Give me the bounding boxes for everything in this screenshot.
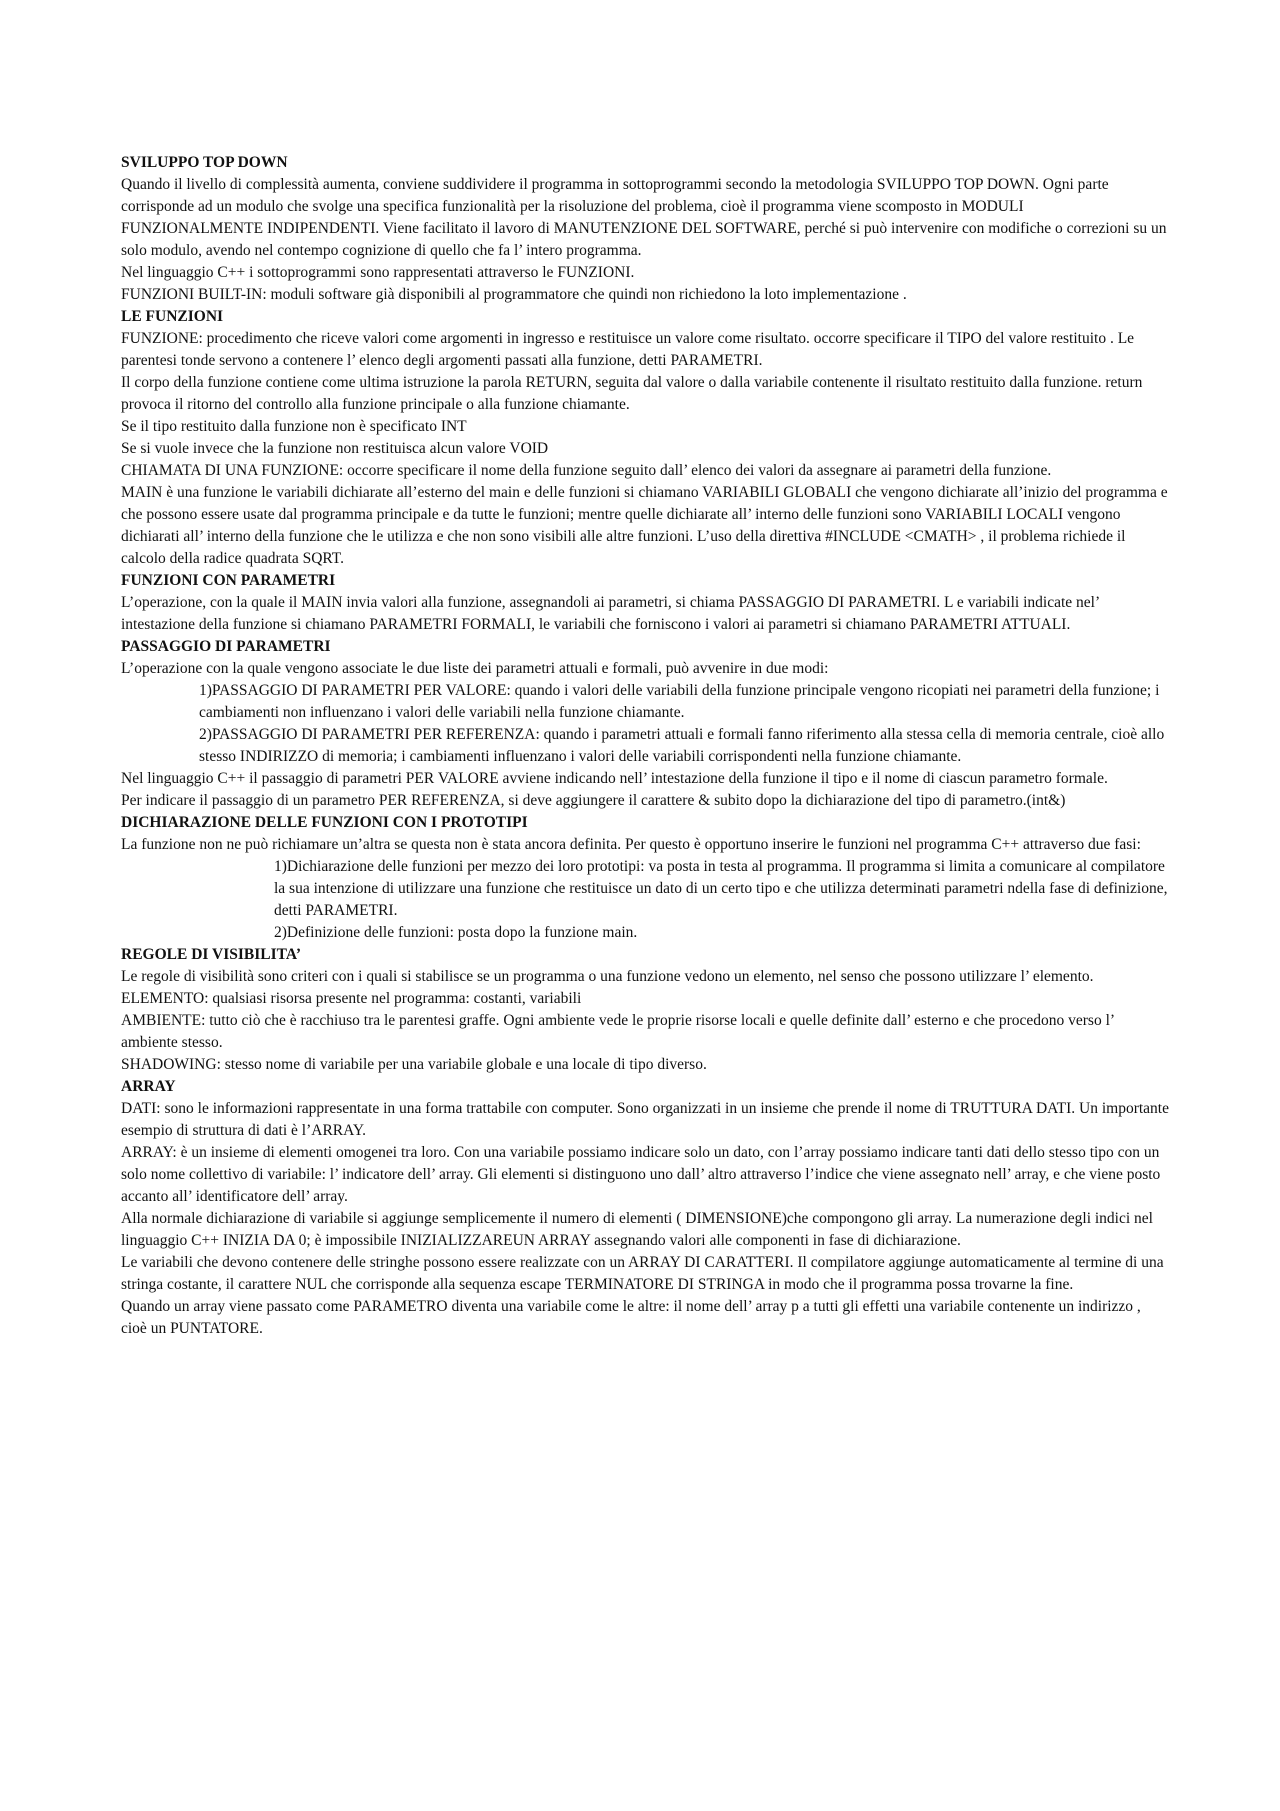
list-item: 1)Dichiarazione delle funzioni per mezzo dei loro prototipi: va posta in testa al programma. Il programma si limita a comunicare al compilatore la sua intenzione di utilizzare una funzione che restituisce un dato di un certo tipo e che utilizza determinati parametri ndella fase di definizione, detti PARAMETRI. xyxy=(274,858,1168,919)
section-heading-dichiarazione-prototipi: DICHIARAZIONE DELLE FUNZIONI CON I PROTOTIPI xyxy=(121,814,528,831)
list-item: 2)Definizione delle funzioni: posta dopo la funzione main. xyxy=(274,924,638,941)
paragraph: L’operazione con la quale vengono associate le due liste dei parametri attuali e formali, può avvenire in due modi: xyxy=(121,660,829,677)
paragraph: Nel linguaggio C++ il passaggio di parametri PER VALORE avviene indicando nell’ intestazione della funzione il tipo e il nome di ciascun parametro formale. xyxy=(121,770,1108,787)
paragraph: La funzione non ne può richiamare un’altra se questa non è stata ancora definita. Per questo è opportuno inserire le funzioni nel programma C++ attraverso due fasi: xyxy=(121,836,1141,853)
paragraph: Alla normale dichiarazione di variabile si aggiunge semplicemente il numero di elementi ( DIMENSIONE)che compongono gli array. La numerazione degli indici nel linguaggio C++ INIZIA DA 0; è impossibile INIZIALIZZAREUN ARRAY assegnando valori alle componenti in fase di dichiarazione. xyxy=(121,1210,1153,1249)
section-heading-funzioni-con-parametri: FUNZIONI CON PARAMETRI xyxy=(121,572,336,589)
paragraph: FUNZIONI BUILT-IN: moduli software già disponibili al programmatore che quindi non richiedono la loto implementazione . xyxy=(121,286,907,303)
section-heading-le-funzioni: LE FUNZIONI xyxy=(121,308,224,325)
section-heading-regole-di-visibilita: REGOLE DI VISIBILITA’ xyxy=(121,946,302,963)
section-heading-sviluppo-top-down: SVILUPPO TOP DOWN xyxy=(121,154,288,171)
paragraph: Quando il livello di complessità aumenta, conviene suddividere il programma in sottoprogrammi secondo la metodologia SVILUPPO TOP DOWN. Ogni parte corrisponde ad un modulo che svolge una specifica funzionalità per la risoluzione del problema, cioè il programma viene scomposto in MODULI FUNZIONALMENTE INDIPENDENTI. Viene facilitato il lavoro di MANUTENZIONE DEL SOFTWARE, perché si può intervenire con modifiche o correzioni su un solo modulo, avendo nel contempo cognizione di quello che fa l’ intero programma. xyxy=(121,176,1167,259)
paragraph: DATI: sono le informazioni rappresentate in una forma trattabile con computer. Sono organizzati in un insieme che prende il nome di TRUTTURA DATI. Un importante esempio di struttura di dati è l’ARRAY. xyxy=(121,1100,1169,1139)
paragraph: Se si vuole invece che la funzione non restituisca alcun valore VOID xyxy=(121,440,549,457)
paragraph: ARRAY: è un insieme di elementi omogenei tra loro. Con una variabile possiamo indicare solo un dato, con l’array possiamo indicare tanti dati dello stesso tipo con un solo nome collettivo di variabile: l’ indicatore dell’ array. Gli elementi si distinguono uno dall’ altro attraverso l’indice che viene assegnato nell’ array, e che viene posto accanto all’ identificatore dell’ array. xyxy=(121,1144,1161,1205)
paragraph: SHADOWING: stesso nome di variabile per una variabile globale e una locale di tipo diverso. xyxy=(121,1056,707,1073)
paragraph: L’operazione, con la quale il MAIN invia valori alla funzione, assegnandoli ai parametri, si chiama PASSAGGIO DI PARAMETRI. L e variabili indicate nel’ intestazione della funzione si chiamano PARAMETRI FORMALI, le variabili che forniscono i valori ai parametri si chiamano PARAMETRI ATTUALI. xyxy=(121,594,1099,633)
paragraph: ELEMENTO: qualsiasi risorsa presente nel programma: costanti, variabili xyxy=(121,990,582,1007)
section-heading-passaggio-di-parametri: PASSAGGIO DI PARAMETRI xyxy=(121,638,331,655)
paragraph: AMBIENTE: tutto ciò che è racchiuso tra le parentesi graffe. Ogni ambiente vede le proprie risorse locali e quelle definite dall’ esterno e che procedono verso l’ ambiente stesso. xyxy=(121,1012,1114,1051)
list-item: 1)PASSAGGIO DI PARAMETRI PER VALORE: quando i valori delle variabili della funzione principale vengono ricopiati nei parametri della funzione; i cambiamenti non influenzano i valori delle variabili nella funzione chiamante. xyxy=(199,682,1160,721)
document-page xyxy=(121,152,1169,1340)
paragraph: Il corpo della funzione contiene come ultima istruzione la parola RETURN, seguita dal valore o dalla variabile contenente il risultato restituito dalla funzione. return provoca il ritorno del controllo alla funzione principale o alla funzione chiamante. xyxy=(121,374,1143,413)
paragraph: MAIN è una funzione le variabili dichiarate all’esterno del main e delle funzioni si chiamano VARIABILI GLOBALI che vengono dichiarate all’inizio del programma e che possono essere usate dal programma principale e da tutte le funzioni; mentre quelle dichiarate all’ interno delle funzioni sono VARIABILI LOCALI vengono dichiarati all’ interno della funzione che le utilizza e che non sono visibili alle altre funzioni. L’uso della direttiva #INCLUDE <CMATH> , il problema richiede il calcolo della radice quadrata SQRT. xyxy=(121,484,1168,567)
paragraph: Nel linguaggio C++ i sottoprogrammi sono rappresentati attraverso le FUNZIONI. xyxy=(121,264,635,281)
paragraph: FUNZIONE: procedimento che riceve valori come argomenti in ingresso e restituisce un valore come risultato. occorre specificare il TIPO del valore restituito . Le parentesi tonde servono a contenere l’ elenco degli argomenti passati alla funzione, detti PARAMETRI. xyxy=(121,330,1135,369)
paragraph: Quando un array viene passato come PARAMETRO diventa una variabile come le altre: il nome dell’ array p a tutti gli effetti una variabile contenente un indirizzo , cioè un PUNTATORE. xyxy=(121,1298,1141,1337)
paragraph: Se il tipo restituito dalla funzione non è specificato INT xyxy=(121,418,467,435)
paragraph: Le regole di visibilità sono criteri con i quali si stabilisce se un programma o una funzione vedono un elemento, nel senso che possono utilizzare l’ elemento. xyxy=(121,968,1094,985)
paragraph: CHIAMATA DI UNA FUNZIONE: occorre specificare il nome della funzione seguito dall’ elenco dei valori da assegnare ai parametri della funzione. xyxy=(121,462,1052,479)
paragraph: Per indicare il passaggio di un parametro PER REFERENZA, si deve aggiungere il carattere & subito dopo la dichiarazione del tipo di parametro.(int&) xyxy=(121,792,1066,809)
section-heading-array: ARRAY xyxy=(121,1078,176,1095)
paragraph: Le variabili che devono contenere delle stringhe possono essere realizzate con un ARRAY DI CARATTERI. Il compilatore aggiunge automaticamente al termine di una stringa costante, il carattere NUL che corrisponde alla sequenza escape TERMINATORE DI STRINGA in modo che il programma possa trovarne la fine. xyxy=(121,1254,1164,1293)
list-item: 2)PASSAGGIO DI PARAMETRI PER REFERENZA: quando i parametri attuali e formali fanno riferimento alla stessa cella di memoria centrale, cioè allo stesso INDIRIZZO di memoria; i cambiamenti influenzano i valori delle variabili corrispondenti nella funzione chiamante. xyxy=(199,726,1165,765)
